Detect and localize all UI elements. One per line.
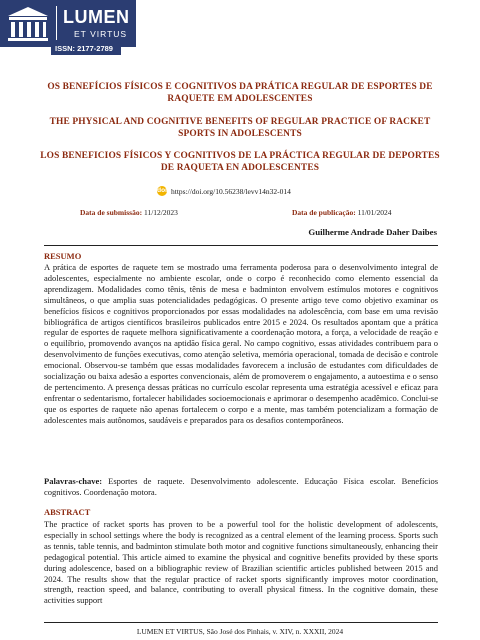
doi-line [157,186,291,196]
title-english: THE PHYSICAL AND COGNITIVE BENEFITS OF REGULAR PRACTICE OF RACKET SPORTS IN ADOLESCENTS [49,117,431,139]
journal-logo [0,0,136,47]
abstract-text: The practice of racket sports has proven to be a powerful tool for the holistic development of adolescents, especially in school settings where the body is recognized as a central element of the learning process. Sports such as tennis, table tennis, and badminton stimulate both motor and cognitive functions simultaneously, enhancing their pedagogical potential. This article aimed to examine the physical and cognitive benefits provided by these sports during adolescence, based on a bibliographic review of Brazilian scientific articles published between 2015 and 2024. The results show that the regular practice of racket sports significantly improves motor coordination, strength, reaction speed, and balance, contributing to overall physical fitness. In the cognitive domain, these activities support [44,519,438,606]
issn-label: ISSN: 2177-2789 [51,43,121,55]
journal-name: LUMEN [63,7,130,27]
doi-icon: doi [157,187,167,194]
publication-date [292,208,392,217]
journal-subtitle: ET VIRTUS [74,29,128,39]
divider-top [44,245,438,246]
page-footer: LUMEN ET VIRTUS, São José dos Pinhais, v. XIV, n. XXXII, 2024 [136,627,344,636]
submission-date [80,208,178,217]
publication-value: 11/01/2024 [357,208,392,217]
columns-icon [4,4,52,44]
author-name: Guilherme Andrade Daher Daibes [308,227,437,237]
submission-value: 11/12/2023 [143,208,178,217]
keywords-label: Palavras-chave: [44,476,103,486]
resumo-text: A prática de esportes de raquete tem se mostrado uma ferramenta poderosa para o desenvolvimento integral de adolescentes, especialmente no ambiente escolar, onde o corpo é reconhecido como elemento essencial da aprendizagem. Modalidades como tênis, tênis de mesa e badminton envolvem estímulos motores e cognitivos simultâneos, o que amplia suas potencialidades pedagógicas. O presente artigo teve como objetivo examinar os benefícios físicos e cognitivos proporcionados por essas modalidades na adolescência, com base em uma revisão bibliográfica de artigos científicos brasileiros publicados entre 2015 e 2024. Os resultados apontam que a prática regular de esportes de raquete melhora significativamente a coordenação motora, a força, a velocidade de reação e o equilíbrio, promovendo avanços na aptidão física geral. No campo cognitivo, essas atividades contribuem para o desenvolvimento de funções executivas, como atenção seletiva, memória operacional, tomada de decisão e controle emocional. Observou-se também que essas modalidades favorecem a inclusão de estudantes com dificuldades de socialização ou baixa adesão a esportes convencionais, além de promoverem o engajamento, a autoestima e o senso de pertencimento. A presença dessas práticas no currículo escolar representa uma estratégia acessível e eficaz para enfrentar o sedentarismo, fortalecer habilidades socioemocionais e aprimorar o desempenho acadêmico. Conclui-se que os esportes de raquete não apenas fortalecem o corpo e a mente, mas também potencializam a formação de adolescentes mais autônomos, saudáveis e preparados para os desafios contemporâneos. [44,262,438,425]
keywords [44,476,438,498]
title-portuguese: OS BENEFÍCIOS FÍSICOS E COGNITIVOS DA PRÁTICA REGULAR DE ESPORTES DE RAQUETE EM ADOLESCENTES [47,82,433,104]
publication-label: Data de publicação: [292,208,356,217]
doi-link[interactable]: https://doi.org/10.56238/levv14n32-014 [171,186,291,196]
abstract-heading: ABSTRACT [44,507,91,517]
journal-header [0,0,480,62]
resumo-heading: RESUMO [44,251,82,261]
title-spanish: LOS BENEFICIOS FÍSICOS Y COGNITIVOS DE LA PRÁCTICA REGULAR DE DEPORTES DE RAQUETA EN ADOLESCENTES [40,151,440,173]
logo-divider [56,6,57,40]
keywords-text: Esportes de raquete. Desenvolvimento adolescente. Educação Física escolar. Benefícios cognitivos. Coordenação motora. [44,476,439,497]
submission-label: Data de submissão: [80,208,143,217]
divider-bottom [44,622,438,623]
